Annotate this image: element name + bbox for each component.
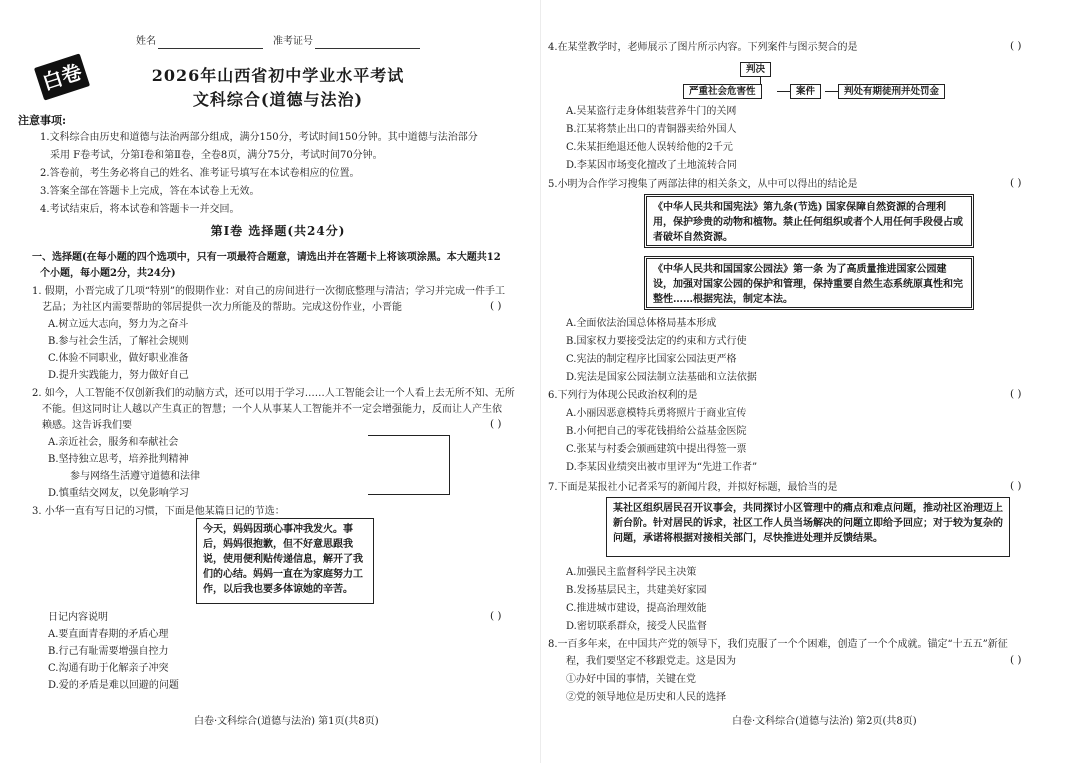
note-line: 1.文科综合由历史和道德与法治两部分组成，满分150分，考试时间150分钟。其中道德与法治部分 [40, 132, 478, 143]
q3-sub-label: 日记内容说明 [48, 612, 108, 623]
exam-no-field [273, 34, 420, 49]
q6-option-d: D.李某因业绩突出被市里评为“先进工作者” [566, 462, 758, 473]
q5-park-law-box: 《中华人民共和国国家公园法》第一条 为了高质量推进国家公园建设，加强对国家公园的保护和管理，保持重要自然生态系统原真性和完整性……根据宪法，制定本法。 [644, 256, 974, 310]
q2-bracket-line [449, 435, 450, 495]
q2-option-d: D.慎重结交网友，以免影响学习 [48, 488, 189, 499]
diagram-connector [760, 76, 761, 84]
note-line: 3.答案全部在答题卡上完成，答在本试卷上无效。 [40, 186, 260, 197]
q8-statement-1: ①办好中国的事情，关键在党 [566, 674, 696, 685]
q2-option-c: 参与网络生活遵守道德和法律 [70, 471, 200, 482]
q7-option-a: A.加强民主监督科学民主决策 [566, 567, 697, 578]
diagram-connector [825, 91, 838, 92]
q3-stem: 3. 小华一直有写日记的习惯，下面是他某篇日记的节选： [32, 506, 285, 517]
q4-option-a: A.吴某盗行走身体组装营养牛门的关网 [566, 106, 737, 117]
q6-option-a: A.小丽因恶意模特兵勇将照片于商业宣传 [566, 408, 747, 419]
q5-constitution-box: 《中华人民共和国宪法》第九条(节选) 国家保障自然资源的合理利用，保护珍贵的动物和植物。禁止任何组织或者个人用任何手段侵占或者破坏自然资源。 [644, 194, 974, 248]
name-field [136, 34, 263, 49]
diagram-node-sentence: 判处有期徒刑并处罚金 [838, 84, 945, 99]
q3-answer-paren: ( ) [490, 610, 502, 622]
q5-option-b: B.国家权力要接受法定的约束和方式行使 [566, 336, 747, 347]
q4-option-c: C.朱某拒绝退还他人误转给他的2千元 [566, 142, 733, 153]
diagram-connector [777, 91, 790, 92]
q8-statement-2: ②党的领导地位是历史和人民的选择 [566, 692, 726, 703]
instruction-line: 个小题，每小题2分，共24分) [40, 268, 176, 279]
name-label: 姓名 [136, 36, 156, 47]
q4-answer-paren: ( ) [1010, 40, 1022, 52]
q7-option-d: D.密切联系群众，接受人民监督 [566, 621, 707, 632]
q1-option-d: D.提升实践能力，努力做好自己 [48, 370, 189, 381]
left-page [18, 0, 538, 763]
q8-stem: 8.一百多年来，在中国共产党的领导下，我们克服了一个个困难，创造了一个个成就。锚定“十五五”新征 [548, 639, 1008, 650]
q1-answer-paren: ( ) [490, 300, 502, 312]
exam-no-label: 准考证号 [273, 36, 313, 47]
diagram-node-harm: 严重社会危害性 [683, 84, 762, 99]
q1-option-c: C.体验不同职业，做好职业准备 [48, 353, 189, 364]
q7-option-c: C.推进城市建设，提高治理效能 [566, 603, 707, 614]
q7-news-box: 某社区组织居民召开议事会，共同探讨小区管理中的痛点和难点问题，推动社区治理迈上新台阶。针对居民的诉求，社区工作人员当场解决的问题立即给予回应；对于较为复杂的问题，承诺将根据对接相关部门，尽快推进处理并反馈结果。 [606, 497, 1010, 557]
q5-option-c: C.宪法的制定程序比国家公园法更严格 [566, 354, 737, 365]
q1-stem: 艺品；为社区内需要帮助的邻居提供一次力所能及的帮助。完成这份作业，小晋能 [42, 302, 402, 313]
q2-stem: 赖感。这告诉我们要 [42, 420, 132, 431]
diagram-node-verdict: 判决 [740, 62, 771, 77]
q7-answer-paren: ( ) [1010, 480, 1022, 492]
q2-stem: 2. 如今，人工智能不仅创新我们的动脑方式，还可以用于学习……人工智能会让一个人看上去无所不知、无所 [32, 388, 515, 399]
q1-option-a: A.树立远大志向，努力为之奋斗 [48, 319, 189, 330]
q1-option-b: B.参与社会生活，了解社会规则 [48, 336, 189, 347]
name-underline [158, 37, 263, 49]
q3-option-b: B.行己有耻需要增强自控力 [48, 646, 169, 657]
q1-stem: 1. 假期，小晋完成了几项“特别”的假期作业：对自己的房间进行一次彻底整理与清洁；学习并完成一件手工 [32, 286, 505, 297]
note-line: 采用 F卷考试，分第Ⅰ卷和第Ⅱ卷，全卷8页，满分75分，考试时间70分钟。 [50, 150, 383, 161]
q6-stem: 6.下列行为体现公民政治权利的是 [548, 390, 698, 401]
q2-option-a: A.亲近社会，服务和奉献社会 [48, 437, 179, 448]
q2-bracket-line [368, 435, 450, 436]
exam-no-underline [315, 37, 420, 49]
page-fold [540, 0, 541, 763]
q3-option-a: A.要直面青春期的矛盾心理 [48, 629, 169, 640]
exam-title: 2026年山西省初中学业水平考试 [151, 66, 405, 85]
q5-answer-paren: ( ) [1010, 177, 1022, 189]
instruction-line: 一、选择题(在每小题的四个选项中，只有一项最符合题意，请选出并在答题卡上将该项涂黑。本大题共12 [32, 252, 501, 263]
q8-stem: 程，我们要坚定不移跟党走。这是因为 [566, 656, 736, 667]
q4-option-b: B.江某将禁止出口的青铜器卖给外国人 [566, 124, 737, 135]
q7-option-b: B.发扬基层民主，共建美好家园 [566, 585, 707, 596]
q2-answer-paren: ( ) [490, 418, 502, 430]
right-page-footer: 白卷·文科综合(道德与法治) 第2页(共8页) [732, 716, 917, 727]
q5-stem: 5.小明为合作学习搜集了两部法律的相关条文，从中可以得出的结论是 [548, 179, 858, 190]
notes-heading: 注意事项: [18, 114, 67, 127]
q2-bracket-line [368, 494, 450, 495]
q3-option-c: C.沟通有助于化解亲子冲突 [48, 663, 169, 674]
q5-option-d: D.宪法是国家公园法制立法基础和立法依据 [566, 372, 757, 383]
q7-stem: 7.下面是某报社小记者采写的新闻片段，并拟好标题，最恰当的是 [548, 482, 838, 493]
q5-option-a: A.全面依法治国总体格局基本形成 [566, 318, 717, 329]
q2-stem: 不能。但这同时让人越以产生真正的智慧；一个人从事某人工智能并不一定会增强能力，反而让人产生依 [42, 404, 502, 415]
section-title: 第Ⅰ卷 选择题(共24分) [210, 224, 346, 238]
q6-answer-paren: ( ) [1010, 388, 1022, 400]
q2-option-b: B.坚持独立思考，培养批判精神 [48, 454, 189, 465]
exam-subtitle: 文科综合(道德与法治) [192, 90, 364, 109]
q3-option-d: D.爱的矛盾是难以回避的问题 [48, 680, 179, 691]
q3-diary-box: 今天，妈妈因琐心事冲我发火。事后，妈妈很抱歉，但不好意思跟我说，使用便利贴传递信息，解开了我们的心结。妈妈一直在为家庭努力工作，以后我也要多体谅她的辛苦。 [196, 518, 374, 604]
q6-option-c: C.张某与村委会颁画建筑中提出得签一票 [566, 444, 747, 455]
baijuan-badge: 白卷 [34, 53, 90, 100]
right-page [548, 0, 1068, 763]
q6-option-b: B.小何把自己的零花钱捐给公益基金医院 [566, 426, 747, 437]
q4-stem: 4.在某堂教学时，老师展示了图片所示内容。下列案件与图示契合的是 [548, 42, 858, 53]
left-page-footer: 白卷·文科综合(道德与法治) 第1页(共8页) [194, 716, 379, 727]
note-line: 4.考试结束后，将本试卷和答题卡一并交回。 [40, 204, 240, 215]
diagram-node-case: 案件 [790, 84, 821, 99]
q4-option-d: D.李某因市场变化擅改了土地流转合同 [566, 160, 737, 171]
q8-answer-paren: ( ) [1010, 654, 1022, 666]
note-line: 2.答卷前，考生务必将自己的姓名、准考证号填写在本试卷相应的位置。 [40, 168, 360, 179]
